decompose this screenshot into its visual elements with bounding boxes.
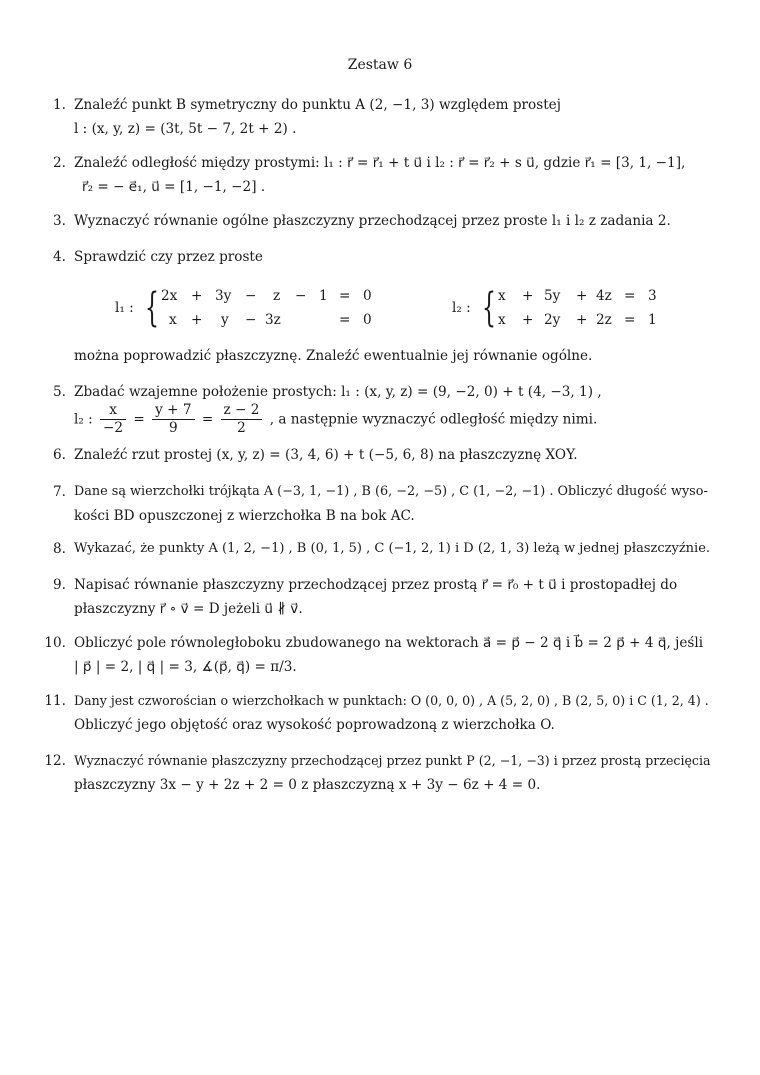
problem-number: 6.	[53, 447, 66, 463]
problem-text: Wyznaczyć równanie płaszczyzny przechodzącej przez punkt P (2, −1, −3) i przez prostą przecięcia	[74, 753, 711, 768]
system-label: l₂ :	[452, 300, 471, 316]
problem-number: 1.	[53, 97, 66, 113]
fraction-equation: l₂ : $\frac{x}{-2}$ = $\frac{y + 7}{9}$ = $\frac{z - 2}{2}$ , a następnie wyznaczyć odległość między nimi.	[74, 402, 598, 436]
problem-text: można poprowadzić płaszczyznę. Znaleźć ewentualnie jej równanie ogólne.	[74, 348, 593, 364]
problem-number: 9.	[53, 577, 66, 593]
problem-text: r⃗₂ = − e⃗₁, u⃗ = [1, −1, −2] .	[82, 179, 266, 195]
problem-number: 3.	[53, 213, 66, 229]
problem-text: kości BD opuszczonej z wierzchołka B na bok AC.	[74, 508, 415, 524]
problem-text: Znaleźć punkt B symetryczny do punktu A (2, −1, 3) względem prostej	[74, 97, 561, 113]
problem-number: 11.	[44, 693, 66, 709]
problem-text: Napisać równanie płaszczyzny przechodzącej przez prostą r⃗ = r⃗₀ + t u⃗ i prostopadłej do	[74, 577, 678, 593]
fraction: $\frac{z - 2}{2}$	[221, 402, 263, 437]
problem-number: 2.	[53, 155, 66, 171]
problem-text: Wyznaczyć równanie ogólne płaszczyzny przechodzącej przez proste l₁ i l₂ z zadania 2.	[74, 213, 671, 229]
problem-text: Dane są wierzchołki trójkąta A (−3, 1, −1) , B (6, −2, −5) , C (1, −2, −1) . Obliczyć długość wyso-	[74, 484, 708, 499]
problem-number: 5.	[53, 384, 66, 400]
problem-number: 12.	[44, 753, 66, 769]
system-label: l₁ :	[115, 300, 134, 316]
problem-text: | p⃗ | = 2, | q⃗ | = 3, ∡(p⃗, q⃗) = π/3.	[74, 659, 297, 675]
problem-number: 7.	[53, 484, 66, 500]
left-brace-icon: {	[145, 285, 159, 331]
problem-text: Dany jest czworościan o wierzchołkach w punktach: O (0, 0, 0) , A (5, 2, 0) , B (2, 5, 0) i C (1, 2, 4) .	[74, 693, 709, 708]
problem-text: Wykazać, że punkty A (1, 2, −1) , B (0, 1, 5) , C (−1, 2, 1) i D (2, 1, 3) leżą w jednej płaszczyźnie.	[74, 541, 711, 556]
problem-text: Obliczyć jego objętość oraz wysokość poprowadzoną z wierzchołka O.	[74, 717, 555, 733]
left-brace-icon: {	[482, 285, 496, 331]
problem-text: Sprawdzić czy przez proste	[74, 249, 263, 265]
problem-text: l : (x, y, z) = (3t, 5t − 7, 2t + 2) .	[74, 121, 297, 137]
system-l1: l₁ : { 2x + 3y − z − 1 = 0 x + y − 3z = 0	[115, 285, 372, 331]
problem-text: Zbadać wzajemne położenie prostych: l₁ : (x, y, z) = (9, −2, 0) + t (4, −3, 1) ,	[74, 384, 602, 400]
problem-number: 10.	[44, 635, 66, 651]
problem-text: Obliczyć pole równoległoboku zbudowanego na wektorach a⃗ = p⃗ − 2 q⃗ i b⃗ = 2 p⃗ + 4 q⃗, jeśli	[74, 635, 704, 651]
problem-number: 4.	[53, 249, 66, 265]
problem-text: płaszczyzny r⃗ ∘ v⃗ = D jeżeli u⃗ ∦ v⃗.	[74, 601, 303, 617]
system-l2: l₂ : { x + 5y + 4z = 3 x + 2y + 2z = 1	[452, 285, 657, 331]
fraction: $\frac{x}{-2}$	[100, 402, 126, 437]
problem-number: 8.	[53, 541, 66, 557]
problem-text: Znaleźć rzut prostej (x, y, z) = (3, 4, 6) + t (−5, 6, 8) na płaszczyznę XOY.	[74, 447, 578, 463]
problem-text: Znaleźć odległość między prostymi: l₁ : r⃗ = r⃗₁ + t u⃗ i l₂ : r⃗ = r⃗₂ + s u⃗, gdzie r⃗₁ = [3, 1, −1],	[74, 155, 686, 171]
fraction: $\frac{y + 7}{9}$	[152, 402, 194, 437]
page-title: Zestaw 6	[347, 57, 413, 73]
problem-text: płaszczyzny 3x − y + 2z + 2 = 0 z płaszczyzną x + 3y − 6z + 4 = 0.	[74, 777, 541, 793]
